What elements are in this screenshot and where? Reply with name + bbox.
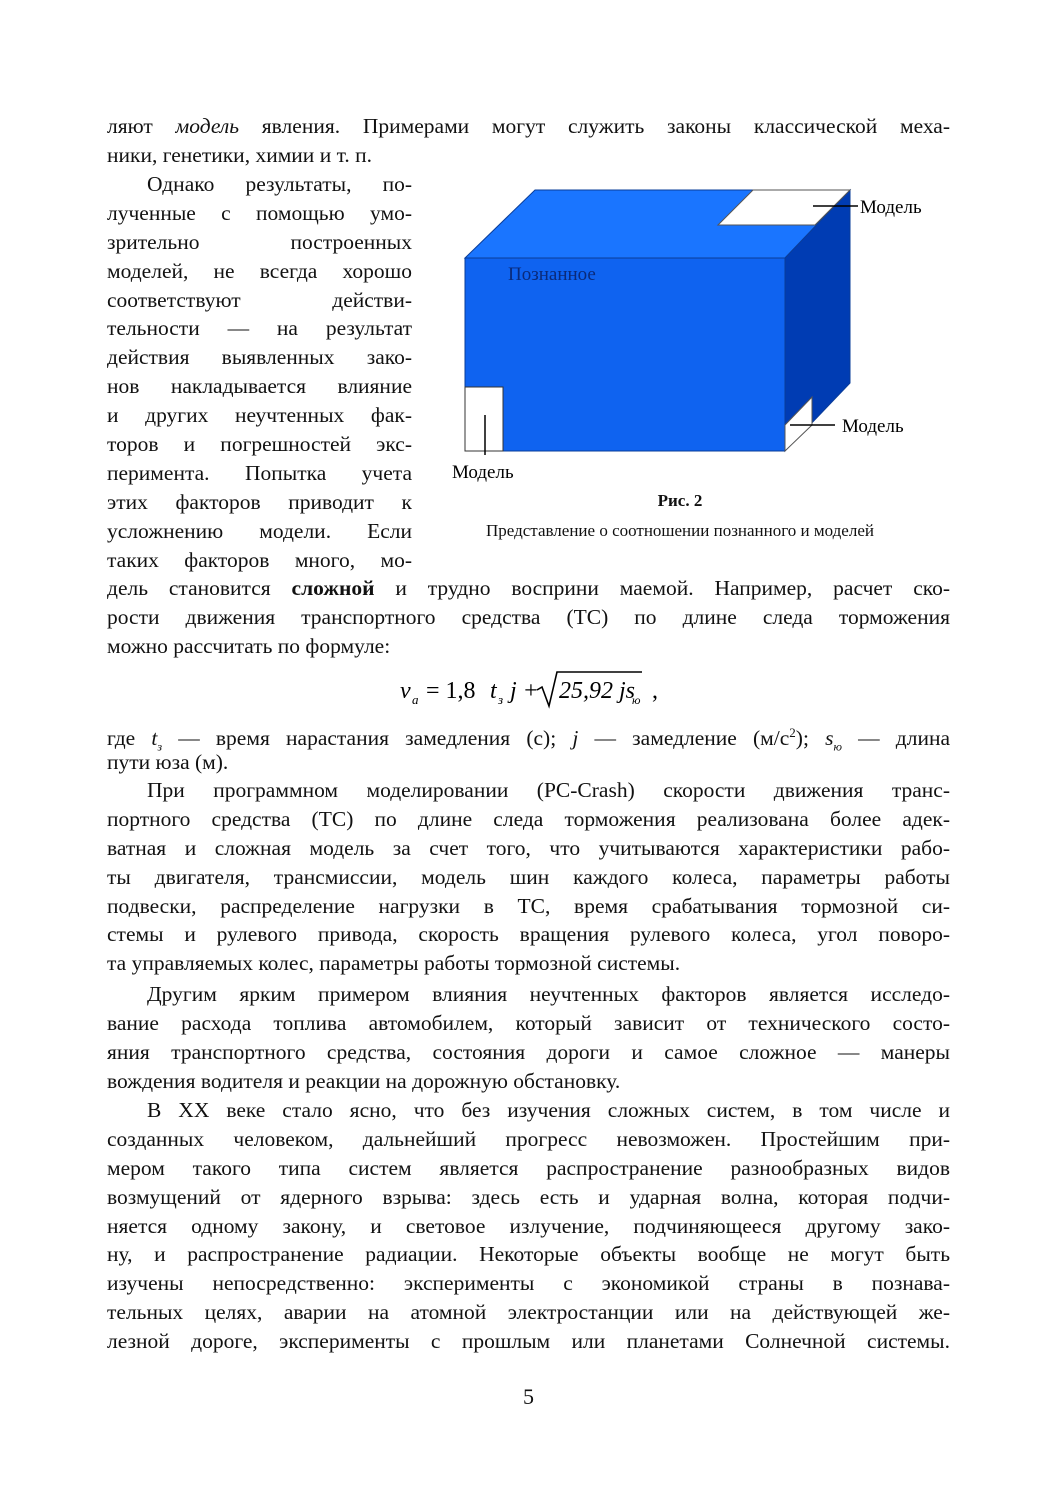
text-line: стемы и рулевого привода, скорость вращения рулевого колеса, угол поворо- <box>107 922 950 947</box>
text-line: няется одному закону, и световое излучение, подчиняющееся другому зако- <box>107 1213 950 1238</box>
text-line: подвески, распределение нагрузки в ТС, время срабатывания тормозной си- <box>107 893 950 918</box>
side-column-text <box>107 170 412 574</box>
text-line: зрительно построенных <box>107 229 412 254</box>
text-line: ватная и сложная модель за счет того, что учитываются характеристики рабо- <box>107 835 950 860</box>
svg-text:t: t <box>490 678 497 704</box>
paragraph-3 <box>107 980 950 1096</box>
svg-text:ю: ю <box>632 693 641 707</box>
text-line: мером такого типа систем является распространение разнообразных видов <box>107 1155 950 1180</box>
paragraph-2 <box>107 776 950 978</box>
label-model-right: Модель <box>842 416 904 437</box>
text-line: портного средства (ТС) по длине следа торможения реализована более адек- <box>107 806 950 831</box>
text-line: действия выявленных зако- <box>107 345 412 370</box>
text-line: При программном моделировании (PC-Crash) скорости движения транс- <box>147 778 950 802</box>
figure-caption-title: Рис. 2 <box>657 491 703 510</box>
text-line: вание расхода топлива автомобилем, который зависит от технического состо- <box>107 1010 950 1035</box>
text-line: изучены непосредственно: эксперименты с экономикой страны в познава- <box>107 1271 950 1296</box>
text-line: ники, генетики, химии и т. п. <box>107 142 372 167</box>
text-line: дель становится сложной и трудно восприни маемой. Например, расчет ско- <box>107 576 950 600</box>
box-front-face <box>465 258 785 451</box>
text-line: нов накладывается влияние <box>107 374 412 399</box>
page-number: 5 <box>523 1384 534 1409</box>
text-line: созданных человеком, дальнейший прогресс невозможен. Простейшим при- <box>107 1126 950 1151</box>
text-line: Однако результаты, по- <box>147 172 412 196</box>
text-line: где $t_з$ — время нарастания замедления (с); j — замедление $(м/с^2)$; $s_ю$ — длина <box>107 725 951 754</box>
text-line: та управляемых колес, параметры работы тормозной системы. <box>107 951 681 976</box>
speed-formula <box>400 668 700 712</box>
label-model-top: Модель <box>860 197 922 218</box>
svg-text:з: з <box>498 692 504 707</box>
text-line: и других неучтенных фак- <box>107 403 412 428</box>
text-line: лезной дороге, эксперименты с прошлым или планетами Солнечной системы. <box>107 1329 950 1354</box>
text-line: возмущений от ядерного взрыва: здесь есть и ударная волна, которая подчи- <box>107 1184 950 1209</box>
paragraph-1-continuation <box>107 574 950 661</box>
svg-text:25,92 js: 25,92 js <box>559 678 636 704</box>
text-line: этих факторов приводит к <box>107 489 412 514</box>
text-line: рости движения транспортного средства (ТС) по длине следа торможения <box>107 604 950 629</box>
text-line: можно рассчитать по формуле: <box>107 633 391 658</box>
text-line: лученные с помощью умо- <box>107 200 412 225</box>
text-line: моделей, не всегда хорошо <box>107 258 412 283</box>
text-line: пути юза (м). <box>107 749 229 774</box>
svg-text:a: a <box>412 692 419 707</box>
text-line: яния транспортного средства, состояния дороги и самое сложное — манеры <box>107 1039 950 1064</box>
text-line: торов и погрешностей экс- <box>107 432 412 457</box>
svg-text:j +: j + <box>510 678 539 704</box>
italic-term: модель <box>175 114 240 138</box>
model-inset-left <box>465 387 503 451</box>
svg-text:= 1,8: = 1,8 <box>426 678 476 704</box>
text-line: таких факторов много, мо- <box>107 547 412 572</box>
text-line: ляют модель явления. Примерами могут служить законы классической меха- <box>107 114 950 138</box>
svg-text:,: , <box>652 678 658 704</box>
text-line: ты двигателя, трансмиссии, модель шин каждого колеса, параметры работы <box>107 864 950 889</box>
bold-term: сложной <box>291 576 375 600</box>
figure-caption-text: Представление о соотношении познанного и моделей <box>486 521 874 540</box>
text-line: Другим ярким примером влияния неучтенных факторов является исследо- <box>147 982 950 1006</box>
text-line: вождения водителя и реакции на дорожную обстановку. <box>107 1068 621 1093</box>
svg-text:v: v <box>400 678 411 704</box>
text-line: ну, и распространение радиации. Некоторые объекты вообще не могут быть <box>107 1242 950 1267</box>
text-line: тельности — на результат <box>107 316 412 341</box>
label-known: Познанное <box>508 264 596 285</box>
text-line: перимента. Попытка учета <box>107 460 412 485</box>
text-line: тельных целях, аварии на атомной электростанции или на действующей же- <box>107 1300 950 1325</box>
intro-paragraph <box>107 112 950 170</box>
text-line: В XX веке стало ясно, что без изучения сложных систем, в том числе и <box>147 1098 950 1122</box>
text-line: усложнению модели. Если <box>107 518 412 543</box>
paragraph-4 <box>107 1096 950 1356</box>
text-line: соответствуют действи- <box>107 287 412 312</box>
formula-explanation <box>107 719 950 777</box>
label-model-left: Модель <box>452 462 514 483</box>
